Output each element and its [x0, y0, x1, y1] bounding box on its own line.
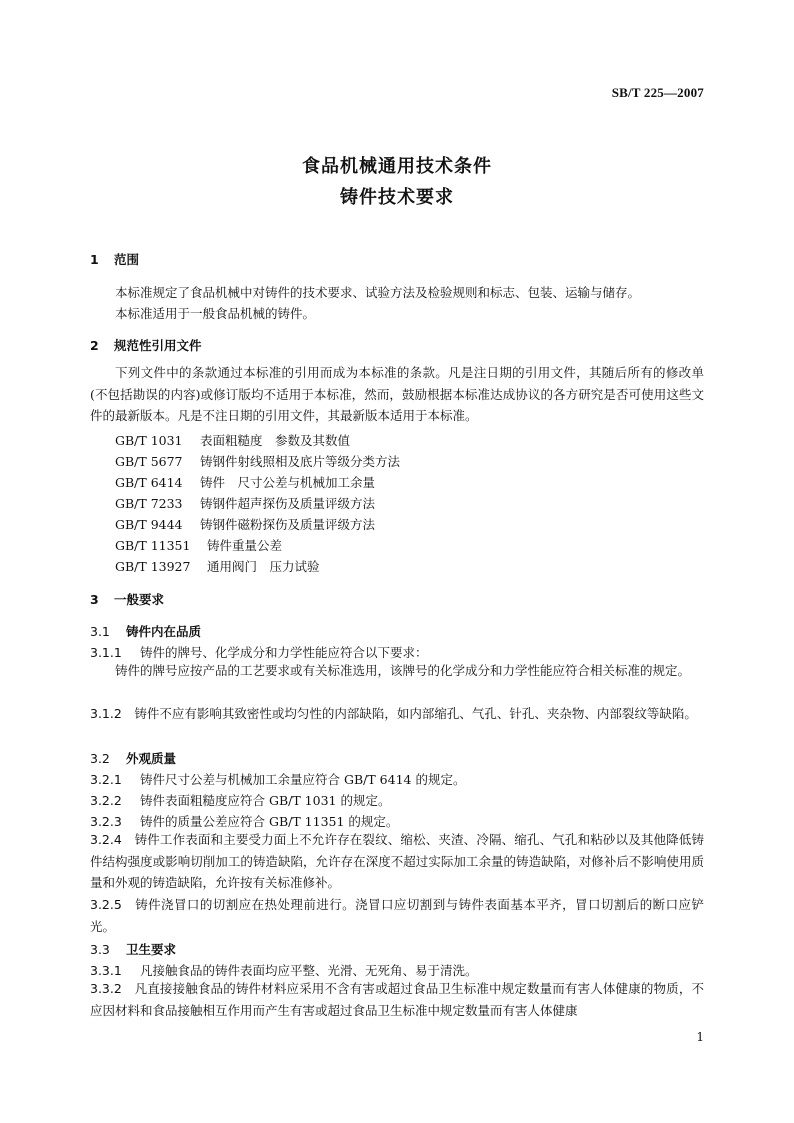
scope-paragraph-1: 本标准规定了食品机械中对铸件的技术要求、试验方法及检验规则和标志、包装、运输与储存。	[115, 285, 641, 300]
reference-code: GB/T 6414	[115, 475, 183, 490]
clause-3-2-1	[90, 770, 465, 788]
section-title: 规范性引用文件	[114, 338, 202, 353]
clause-3-1-1-paragraph: 铸件的牌号应按产品的工艺要求或有关标准选用，该牌号的化学成分和力学性能应符合相关标准的规定。	[115, 663, 691, 678]
clause-3-1-1	[90, 643, 428, 661]
subsection-heading-appearance-quality	[90, 749, 176, 767]
section-number: 1	[90, 252, 99, 267]
clause-text: 铸件表面粗糙度应符合 GB/T 1031 的规定。	[140, 793, 391, 808]
reference-name: 表面粗糙度 参数及其数值	[200, 433, 351, 448]
clause-text: 凡接触食品的铸件表面均应平整、光滑、无死角、易于清洗。	[140, 963, 478, 978]
clause-text: 凡直接接触食品的铸件材料应采用不含有害或超过食品卫生标准中规定数量而有害人体健康的物质，不应因材料和食品接触相互作用而产生有害或超过食品卫生标准中规定数量而有害人体健康	[90, 981, 704, 1018]
clause-text: 铸件尺寸公差与机械加工余量应符合 GB/T 6414 的规定。	[140, 772, 466, 787]
section-number: 3	[90, 592, 99, 607]
reference-code: GB/T 13927	[115, 559, 191, 574]
subsection-title: 外观质量	[126, 751, 177, 766]
clause-3-2-3	[90, 812, 398, 830]
subsection-heading-hygiene-requirements	[90, 940, 176, 958]
clause-3-2-5	[90, 894, 704, 937]
reference-item	[115, 515, 375, 533]
clause-text: 铸件浇冒口的切割应在热处理前进行。浇冒口应切割到与铸件表面基本平齐，冒口切割后的断口应铲光。	[90, 897, 704, 934]
reference-name: 通用阀门 压力试验	[207, 559, 320, 574]
reference-code: GB/T 7233	[115, 496, 183, 511]
clause-number: 3.2.1	[90, 772, 122, 787]
section-title: 一般要求	[114, 592, 165, 607]
reference-code: GB/T 1031	[115, 433, 183, 448]
clause-number: 3.2.2	[90, 793, 122, 808]
clause-number: 3.1.1	[90, 645, 122, 660]
clause-3-2-4	[90, 829, 704, 894]
subsection-heading-internal-quality	[90, 622, 201, 640]
reference-item	[115, 431, 350, 449]
reference-item	[115, 557, 320, 575]
reference-name: 铸件重量公差	[207, 538, 283, 553]
subsection-number: 3.1	[90, 624, 110, 639]
reference-item	[115, 494, 375, 512]
reference-code: GB/T 9444	[115, 517, 183, 532]
scope-paragraph-2: 本标准适用于一般食品机械的铸件。	[115, 306, 316, 321]
clause-text: 铸件工作表面和主要受力面上不允许存在裂纹、缩松、夹渣、冷隔、缩孔、气孔和粘砂以及其他降低铸件结构强度或影响切削加工的铸造缺陷，允许存在深度不超过实际加工余量的铸造缺陷，对修补后不影响使用质量和外观的铸造缺陷，允许按有关标准修补。	[90, 832, 704, 891]
reference-code: GB/T 11351	[115, 538, 191, 553]
clause-number: 3.2.5	[90, 897, 122, 912]
clause-number: 3.1.2	[90, 706, 122, 721]
clause-3-3-2	[90, 978, 704, 1021]
clause-3-1-2	[90, 703, 704, 725]
clause-number: 3.2.4	[90, 832, 122, 847]
subsection-number: 3.3	[90, 942, 110, 957]
clause-number: 3.3.2	[90, 981, 122, 996]
clause-3-2-2	[90, 791, 390, 809]
section-heading-scope	[90, 250, 139, 268]
clause-text: 铸件的牌号、化学成分和力学性能应符合以下要求：	[140, 645, 428, 660]
standard-code: SB/T 225—2007	[611, 85, 704, 100]
page-number: 1	[696, 1030, 704, 1044]
clause-3-3-1	[90, 961, 478, 979]
document-title: 食品机械通用技术条件	[302, 156, 492, 177]
reference-name: 铸钢件磁粉探伤及质量评级方法	[200, 517, 376, 532]
section-title: 范围	[114, 252, 140, 267]
section-number: 2	[90, 338, 99, 353]
subsection-title: 铸件内在品质	[126, 624, 202, 639]
clause-number: 3.3.1	[90, 963, 122, 978]
reference-name: 铸钢件射线照相及底片等级分类方法	[200, 454, 401, 469]
clause-text: 铸件不应有影响其致密性或均匀性的内部缺陷，如内部缩孔、气孔、针孔、夹杂物、内部裂纹等缺陷。	[134, 706, 697, 721]
reference-code: GB/T 5677	[115, 454, 183, 469]
subsection-title: 卫生要求	[126, 942, 177, 957]
reference-name: 铸钢件超声探伤及质量评级方法	[200, 496, 376, 511]
section-heading-normative-references	[90, 336, 202, 354]
reference-item	[115, 536, 282, 554]
reference-item	[115, 452, 400, 470]
document-subtitle: 铸件技术要求	[340, 187, 454, 208]
subsection-number: 3.2	[90, 751, 110, 766]
clause-number: 3.2.3	[90, 814, 122, 829]
reference-name: 铸件 尺寸公差与机械加工余量	[200, 475, 376, 490]
reference-item	[115, 473, 375, 491]
section-heading-general-requirements	[90, 590, 164, 608]
clause-text: 铸件的质量公差应符合 GB/T 11351 的规定。	[140, 814, 399, 829]
references-intro-paragraph: 下列文件中的条款通过本标准的引用而成为本标准的条款。凡是注日期的引用文件，其随后所有的修改单(不包括勘误的内容)或修订版均不适用于本标准，然而，鼓励根据本标准达成协议的各方研究是否可使用这些文件的最新版本。凡是不注日期的引用文件，其最新版本适用于本标准。	[90, 365, 704, 424]
